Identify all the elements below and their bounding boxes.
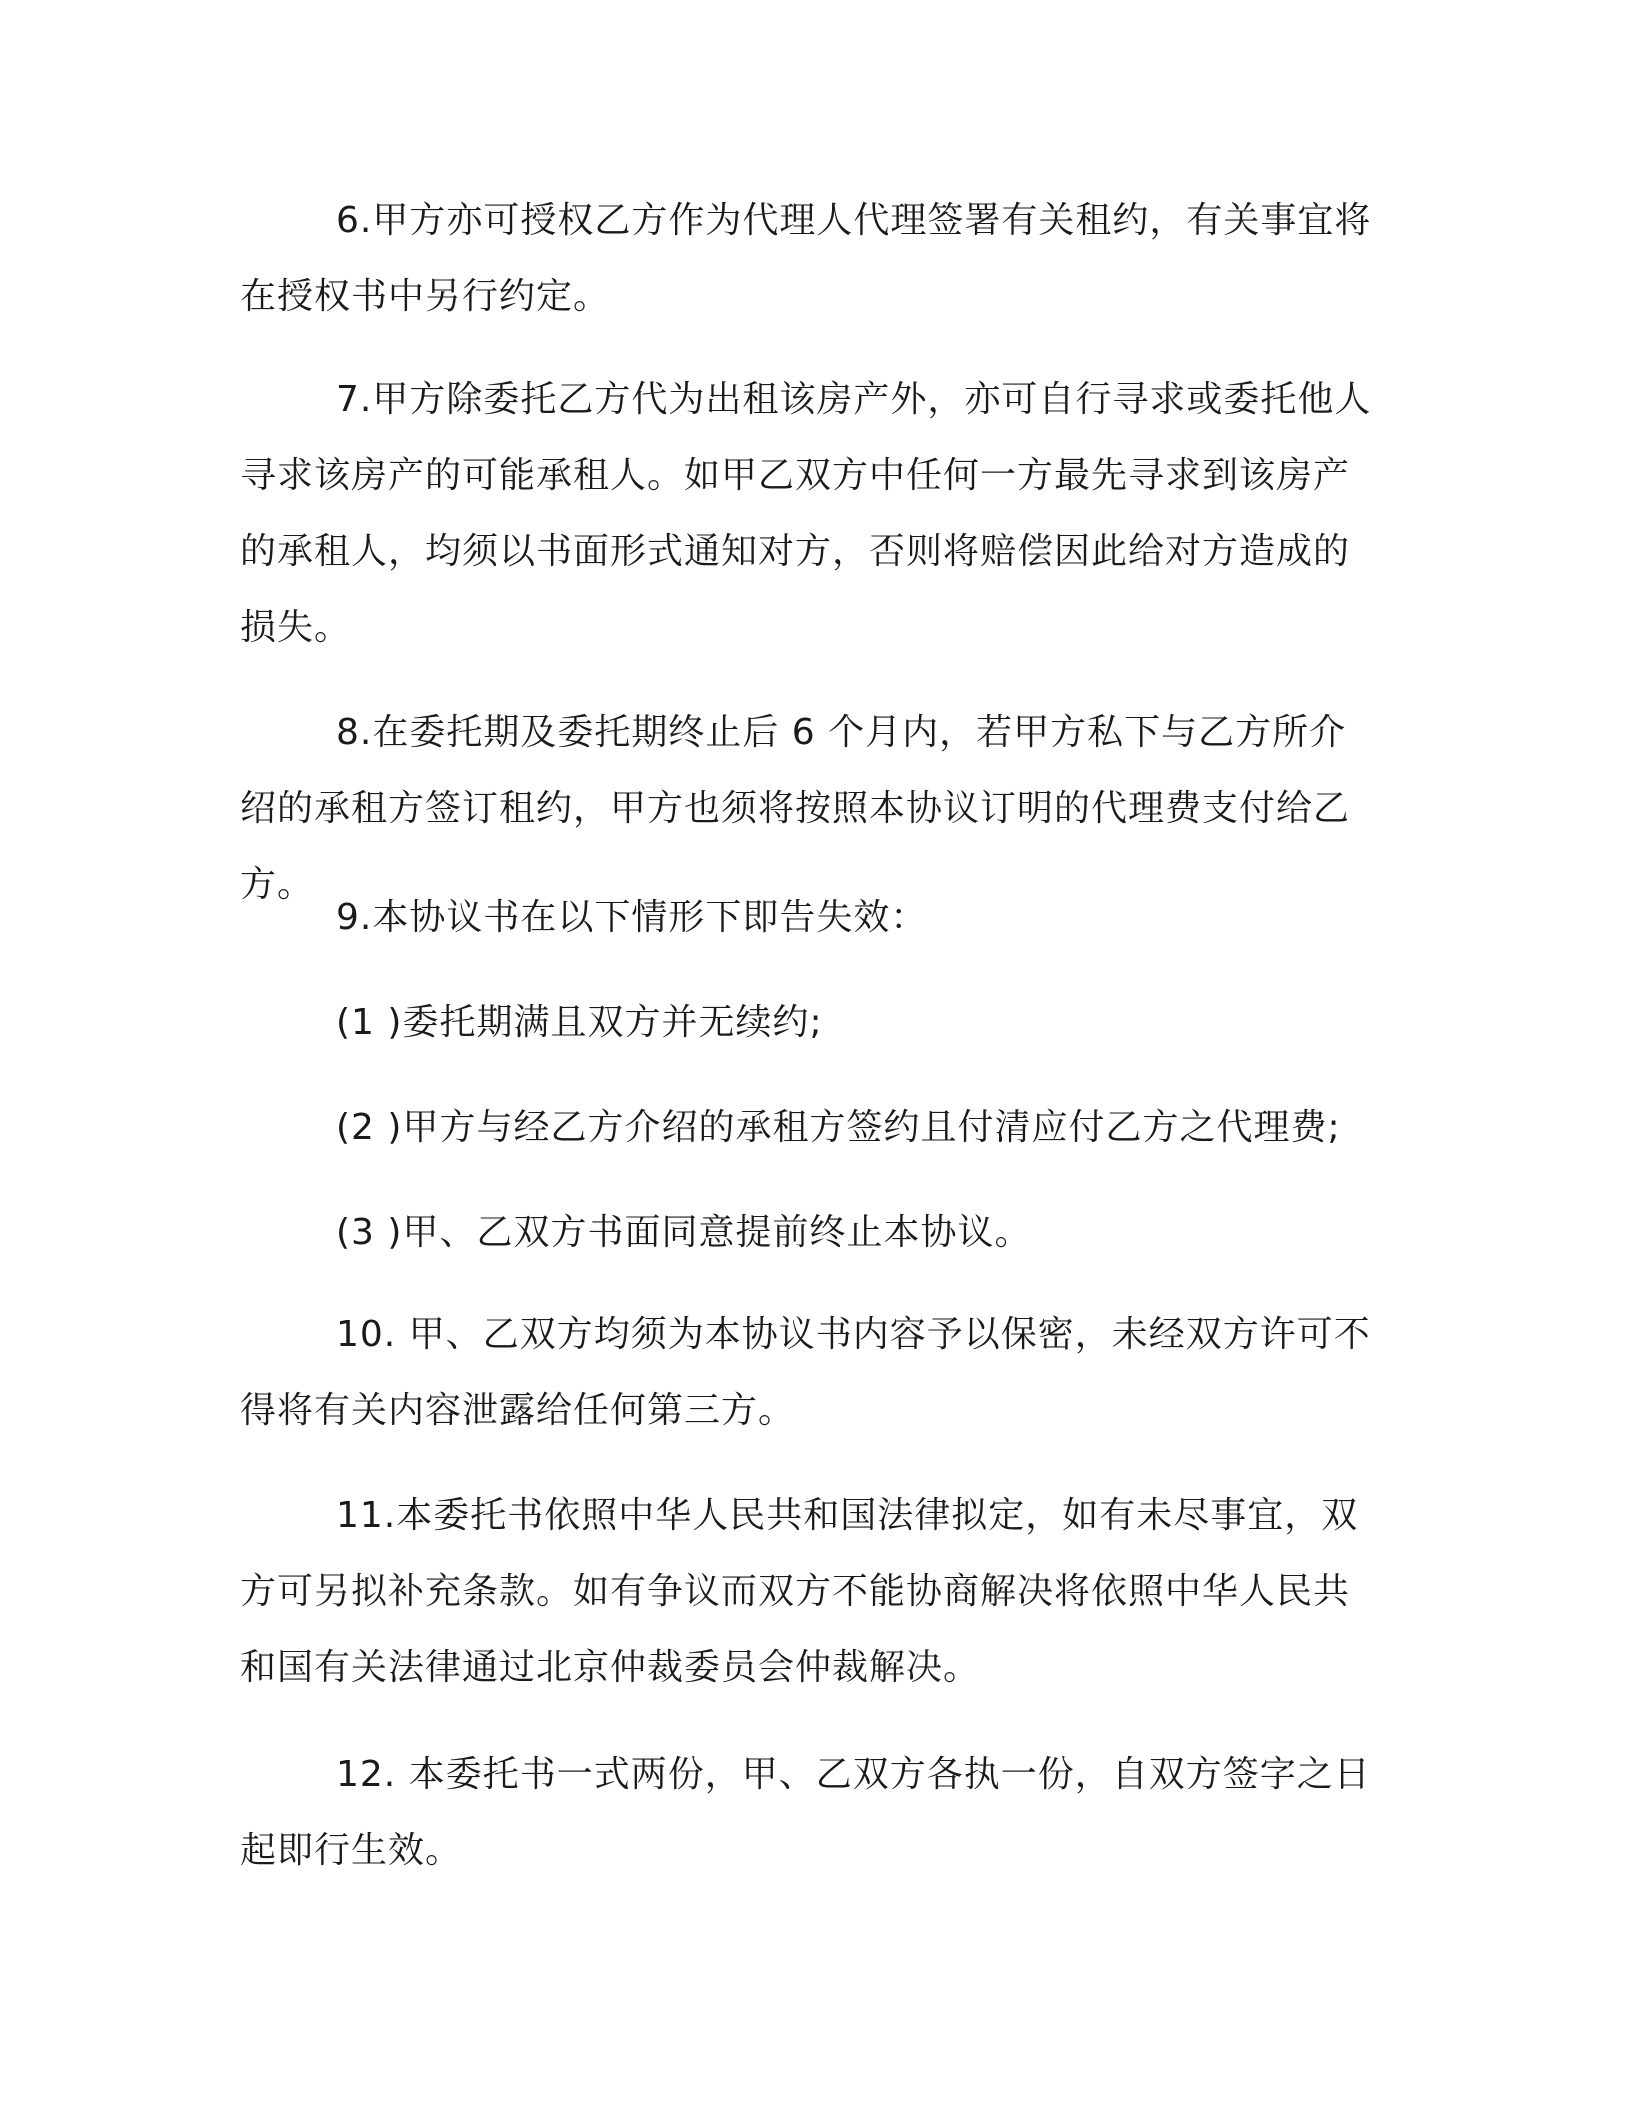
- clause-10: 10. 甲、乙双方均须为本协议书内容予以保密，未经双方许可不得将有关内容泄露给任何第三方。: [240, 1314, 1371, 1431]
- clause-8: 8.在委托期及委托期终止后 6 个月内，若甲方私下与乙方所介绍的承租方签订租约，甲方也须将按照本协议订明的代理费支付给乙方。: [240, 712, 1351, 905]
- clause-12: 12. 本委托书一式两份，甲、乙双方各执一份，自双方签字之日起即行生效。: [240, 1754, 1371, 1871]
- clause-6: 6.甲方亦可授权乙方作为代理人代理签署有关租约，有关事宜将在授权书中另行约定。: [240, 200, 1372, 317]
- clause-9-item-1: (1 )委托期满且双方并无续约;: [336, 1002, 823, 1043]
- clause-11: 11.本委托书依照中华人民共和国法律拟定，如有未尽事宜，双方可另拟补充条款。如有争议而双方不能协商解决将依照中华人民共和国有关法律通过北京仲裁委员会仲裁解决。: [240, 1495, 1359, 1688]
- clause-7: 7.甲方除委托乙方代为出租该房产外，亦可自行寻求或委托他人寻求该房产的可能承租人。如甲乙双方中任何一方最先寻求到该房产的承租人，均须以书面形式通知对方，否则将赔偿因此给对方造成的损失。: [240, 379, 1372, 648]
- clause-9: 9.本协议书在以下情形下即告失效：: [336, 897, 928, 938]
- clause-9-item-2: (2 )甲方与经乙方介绍的承租方签约且付清应付乙方之代理费;: [336, 1107, 1341, 1148]
- clause-9-item-3: (3 )甲、乙双方书面同意提前终止本协议。: [336, 1212, 1032, 1253]
